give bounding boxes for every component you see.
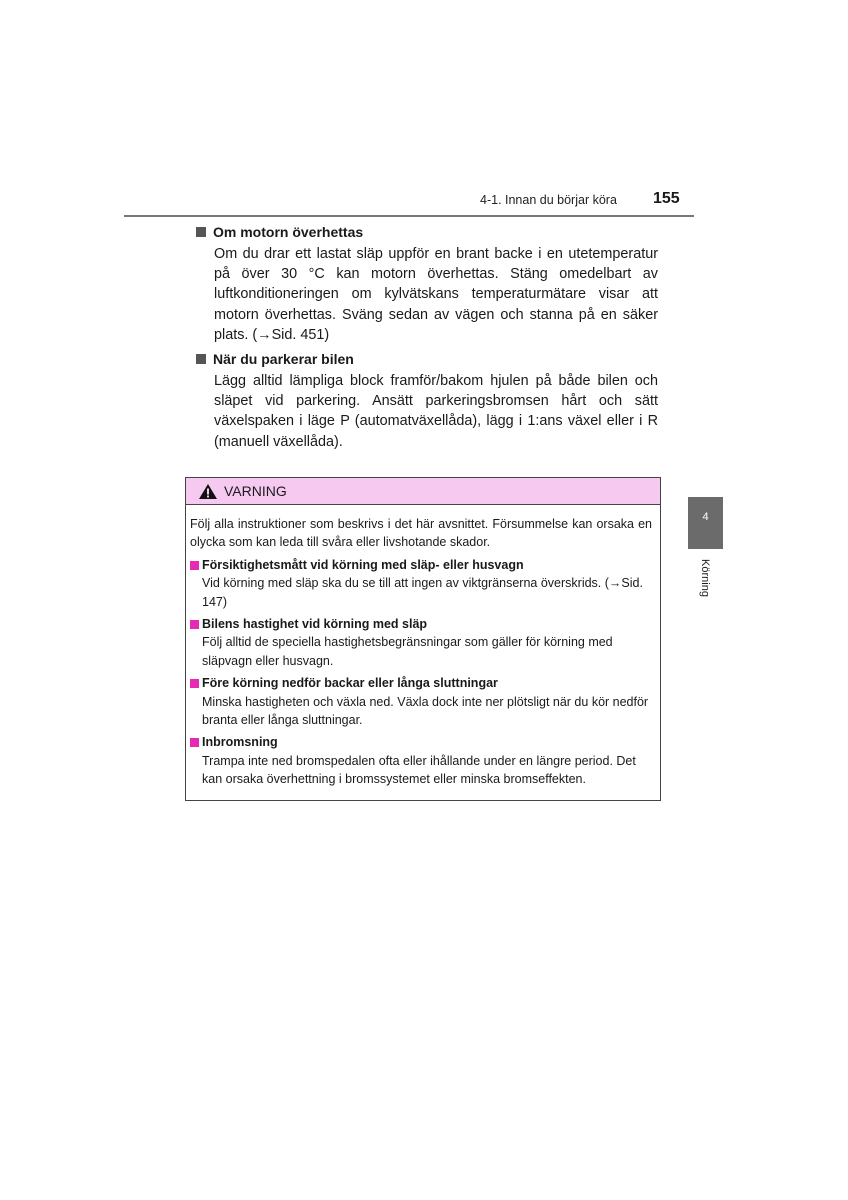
section-heading <box>196 351 658 367</box>
warning-item-text: Minska hastigheten och växla ned. Växla dock inte ner plötsligt när du kör nedför branta eller långa sluttningar. <box>202 694 649 728</box>
magenta-square-icon <box>190 561 199 570</box>
warning-item-title-text: Bilens hastighet vid körning med släp <box>202 617 428 632</box>
magenta-square-icon <box>190 620 199 629</box>
square-bullet-icon <box>196 227 206 237</box>
warning-intro: Följ alla instruktioner som beskrivs i det här avsnittet. Försummelse kan orsaka en olycka som kan leda till svåra eller livshotande skador. <box>190 517 652 550</box>
warning-item-title <box>190 615 652 633</box>
warning-item-title-text: Försiktighetsmått vid körning med släp- eller husvagn <box>202 557 524 572</box>
chapter-label: Körning <box>699 559 711 597</box>
warning-item-title <box>190 733 652 751</box>
square-bullet-icon <box>196 354 206 364</box>
warning-item-text: Trampa inte ned bromspedalen ofta eller ihållande under en längre period. Det kan orsaka överhettning i bromssystemet eller minska bromseffekten. <box>202 753 636 787</box>
section-body: Om du drar ett lastat släp uppför en brant backe i en utetemperatur på över 30 °C kan motorn överhettas. Stäng omedelbart av luftkonditioneringen om kylvätskans temperaturmätare visar att motorn överhettas. Sväng sedan av vägen och stanna på en säker plats. (→Sid. 451) <box>214 246 658 343</box>
warning-item-text: Följ alltid de speciella hastighetsbegränsningar som gäller för körning med släpvagn eller husvagn. <box>202 635 613 668</box>
warning-item-title <box>190 556 652 574</box>
warning-label: VARNING <box>224 483 287 499</box>
warning-box <box>185 477 661 801</box>
magenta-square-icon <box>190 679 199 688</box>
chapter-tab <box>688 497 723 549</box>
header-rule <box>124 215 694 217</box>
warning-item-title-text: Före körning nedför backar eller långa sluttningar <box>202 676 498 691</box>
magenta-square-icon <box>190 738 199 747</box>
warning-header <box>186 478 660 505</box>
warning-triangle-icon <box>198 483 218 500</box>
section-title: När du parkerar bilen <box>213 351 354 368</box>
chapter-number: 4 <box>702 511 709 523</box>
warning-item-text: Vid körning med släp ska du se till att ingen av viktgränserna överskrids. (→Sid. 147) <box>202 576 643 609</box>
warning-item-title <box>190 674 652 692</box>
section-body: Lägg alltid lämpliga block framför/bakom hjulen på både bilen och släpet vid parkering. Ansätt parkeringsbromsen hårt och sätt växelspaken i läge P (automatväxellåda), lägg i 1:ans växel eller i R (manuell växellåda). <box>214 373 658 450</box>
main-content <box>196 222 658 458</box>
page-header-section: 4-1. Innan du börjar köra <box>480 193 617 207</box>
warning-body <box>186 505 660 789</box>
page-number: 155 <box>653 190 680 207</box>
section-heading <box>196 224 658 240</box>
section-title: Om motorn överhettas <box>213 224 364 240</box>
warning-item-title-text: Inbromsning <box>202 735 278 750</box>
